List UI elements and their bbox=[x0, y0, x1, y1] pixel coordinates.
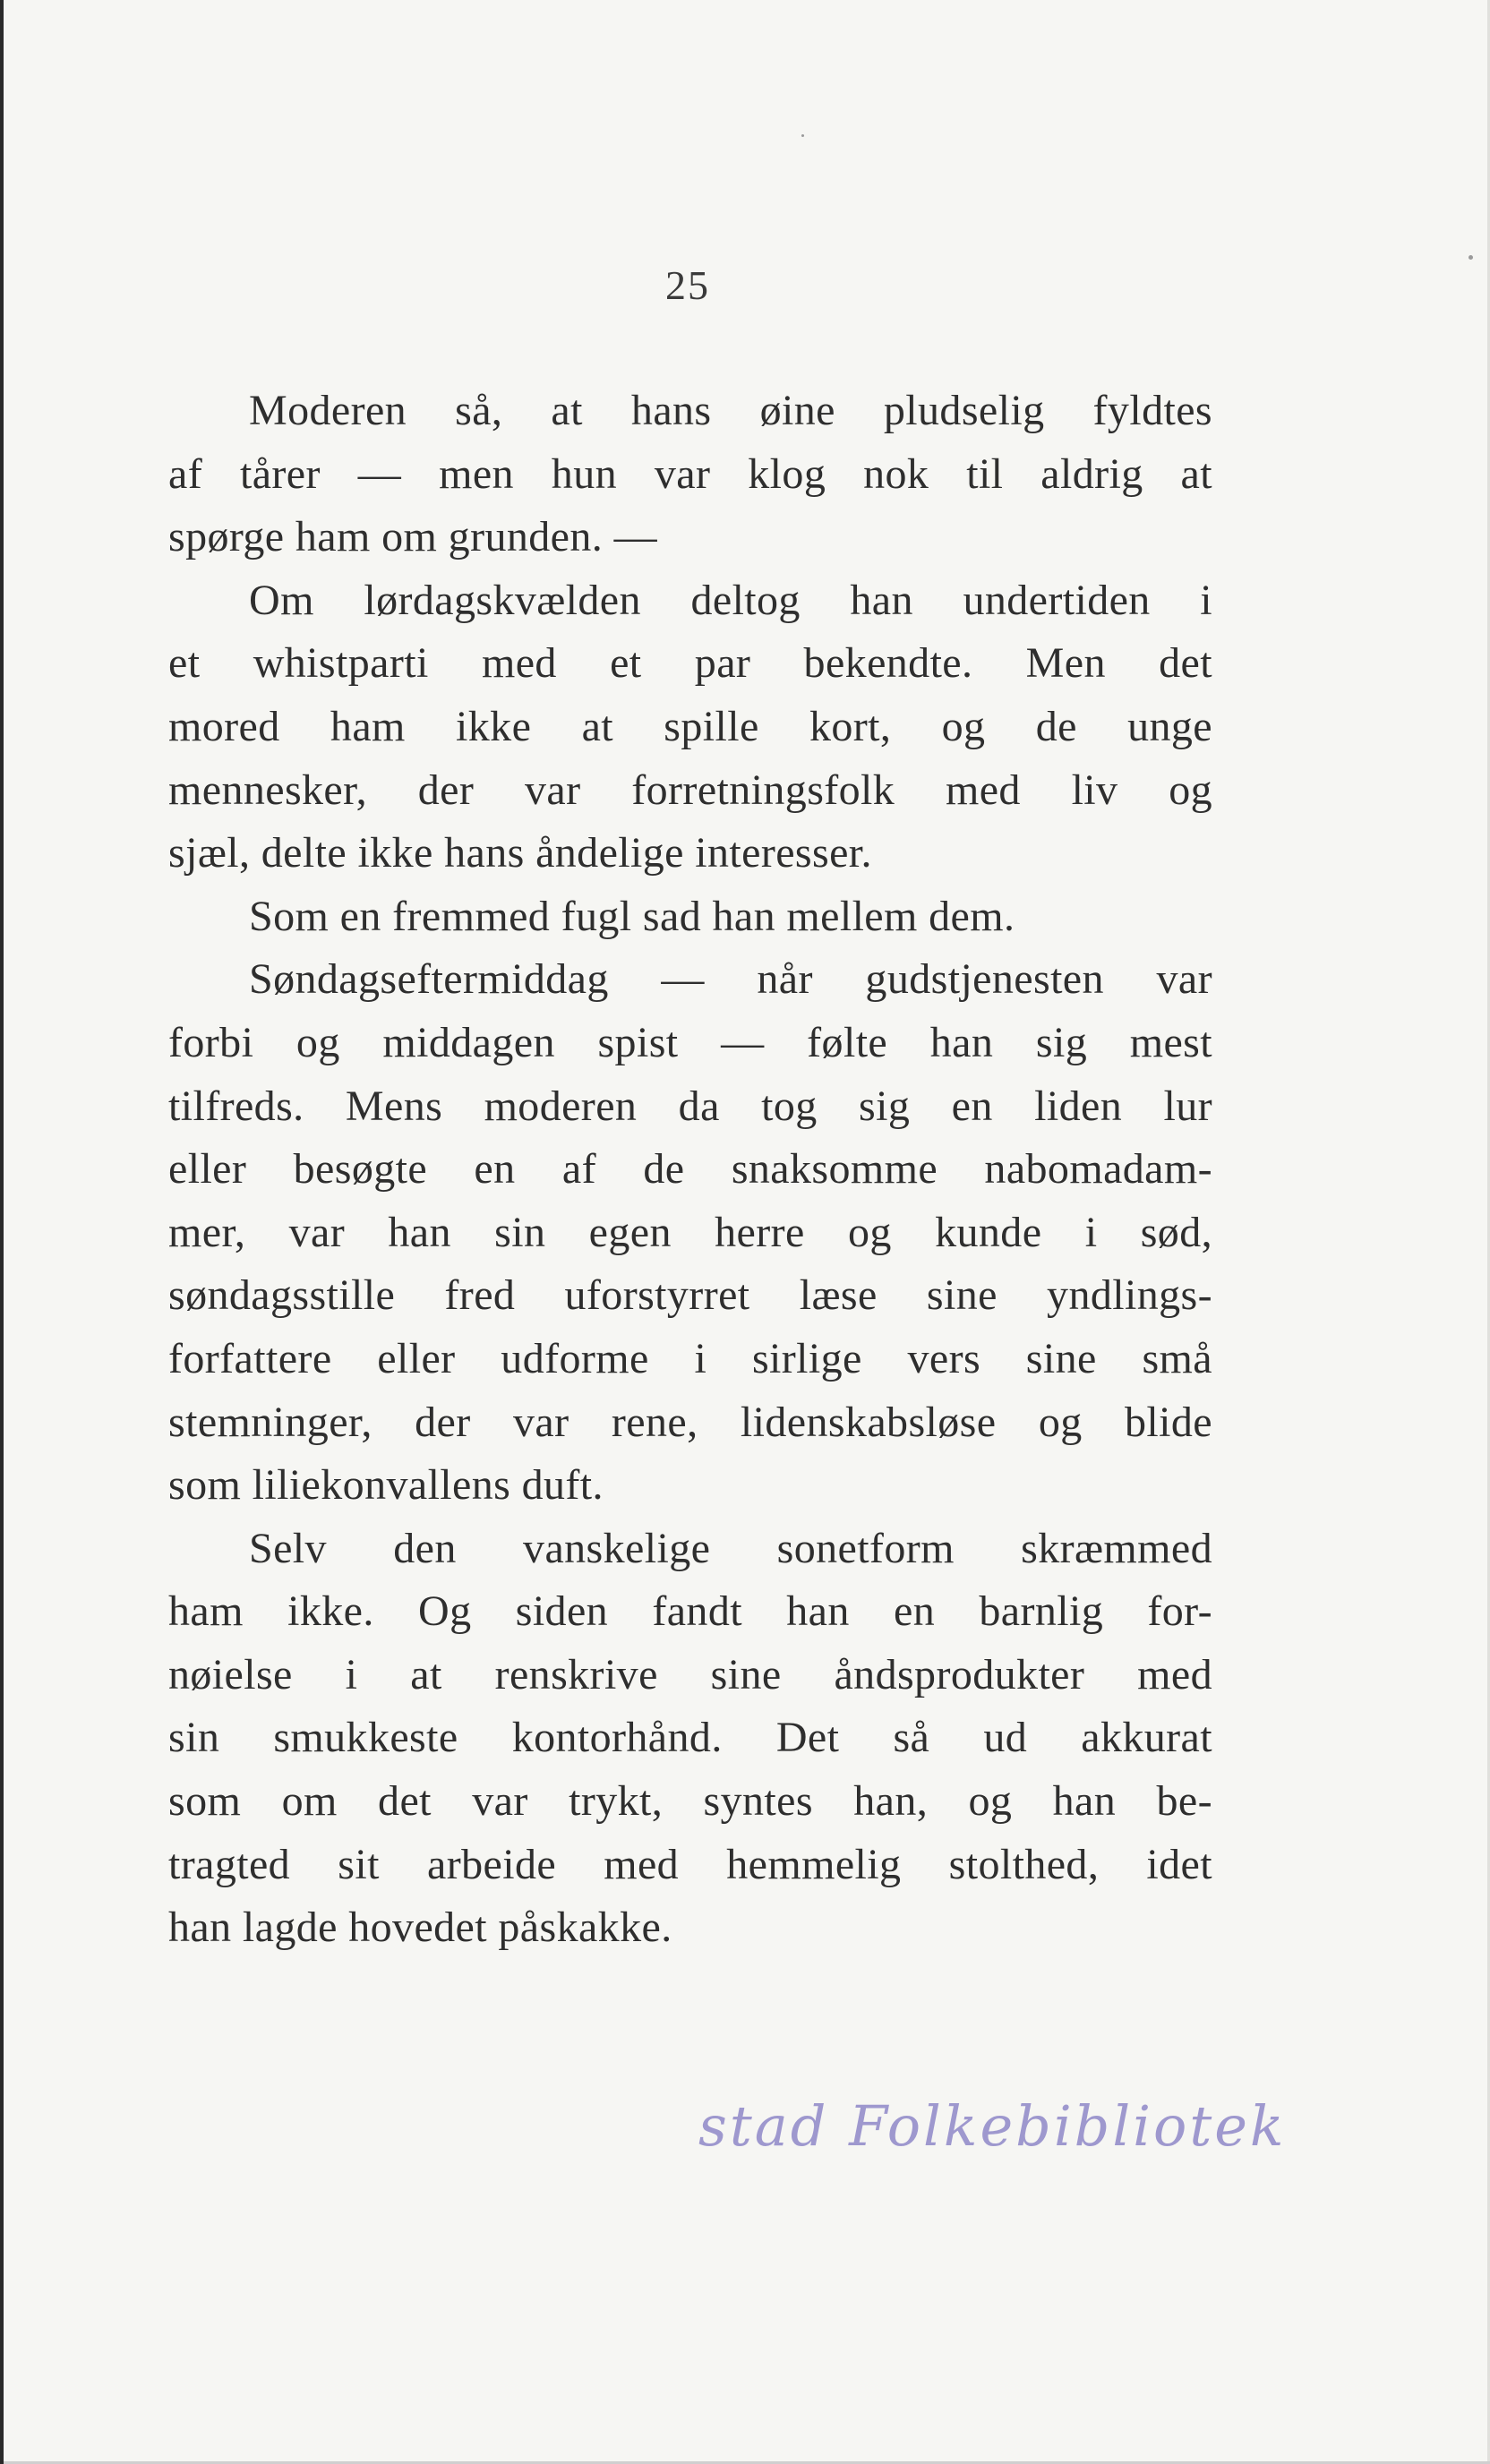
text-line: sin smukkeste kontorhånd. Det så ud akkurat bbox=[168, 1714, 1212, 1762]
text-line: søndagsstille fred uforstyrret læse sine yndlings- bbox=[168, 1271, 1212, 1320]
page-number: 25 bbox=[665, 262, 710, 308]
paper-speck bbox=[801, 134, 804, 137]
paragraph-3 bbox=[168, 886, 1212, 949]
paragraph-5 bbox=[168, 1518, 1212, 1960]
text-line: tragted sit arbeide med hemmelig stolthed, idet bbox=[168, 1840, 1212, 1888]
text-line: mored ham ikke at spille kort, og de unge bbox=[168, 702, 1212, 750]
library-stamp: stad Folkebibliotek bbox=[698, 2093, 1287, 2159]
text-line: nøielse i at renskrive sine åndsprodukter med bbox=[168, 1650, 1212, 1698]
paragraph-2 bbox=[168, 569, 1212, 886]
text-line: mer, var han sin egen herre og kunde i sød, bbox=[168, 1208, 1212, 1256]
text-line: som liliekonvallens duft. bbox=[168, 1461, 604, 1510]
text-line: ham ikke. Og siden fandt han en barnlig for- bbox=[168, 1587, 1212, 1636]
text-line: Som en fremmed fugl sad han mellem dem. bbox=[249, 892, 1015, 940]
text-line: Moderen så, at hans øine pludselig fyldtes bbox=[249, 387, 1212, 434]
text-line: forfattere eller udforme i sirlige vers sine små bbox=[168, 1334, 1212, 1382]
text-line: et whistparti med et par bekendte. Men det bbox=[168, 639, 1212, 688]
text-line: Søndagseftermiddag — når gudstjenesten var bbox=[249, 955, 1212, 1004]
paragraph-1 bbox=[168, 380, 1212, 569]
text-line: Om lørdagskvælden deltog han undertiden i bbox=[249, 576, 1212, 624]
text-line: forbi og middagen spist — følte han sig mest bbox=[168, 1018, 1212, 1066]
text-line: som om det var trykt, syntes han, og han be- bbox=[168, 1777, 1212, 1826]
body-text bbox=[168, 380, 1212, 1960]
text-line: spørge ham om grunden. — bbox=[168, 513, 657, 561]
text-line: tilfreds. Mens moderen da tog sig en liden lur bbox=[168, 1082, 1212, 1130]
text-line: han lagde hovedet påskakke. bbox=[168, 1904, 672, 1952]
paper-speck bbox=[1469, 255, 1473, 260]
paragraph-4 bbox=[168, 948, 1212, 1517]
text-line: af tårer — men hun var klog nok til aldrig at bbox=[168, 449, 1212, 498]
text-line: stemninger, der var rene, lidenskabsløse og blide bbox=[168, 1398, 1212, 1446]
text-line: Selv den vanskelige sonetform skræmmed bbox=[249, 1524, 1212, 1572]
text-line: mennesker, der var forretningsfolk med liv og bbox=[168, 766, 1212, 814]
text-line: sjæl, delte ikke hans åndelige interesser. bbox=[168, 829, 872, 877]
text-line: eller besøgte en af de snaksomme nabomadam- bbox=[168, 1145, 1212, 1194]
